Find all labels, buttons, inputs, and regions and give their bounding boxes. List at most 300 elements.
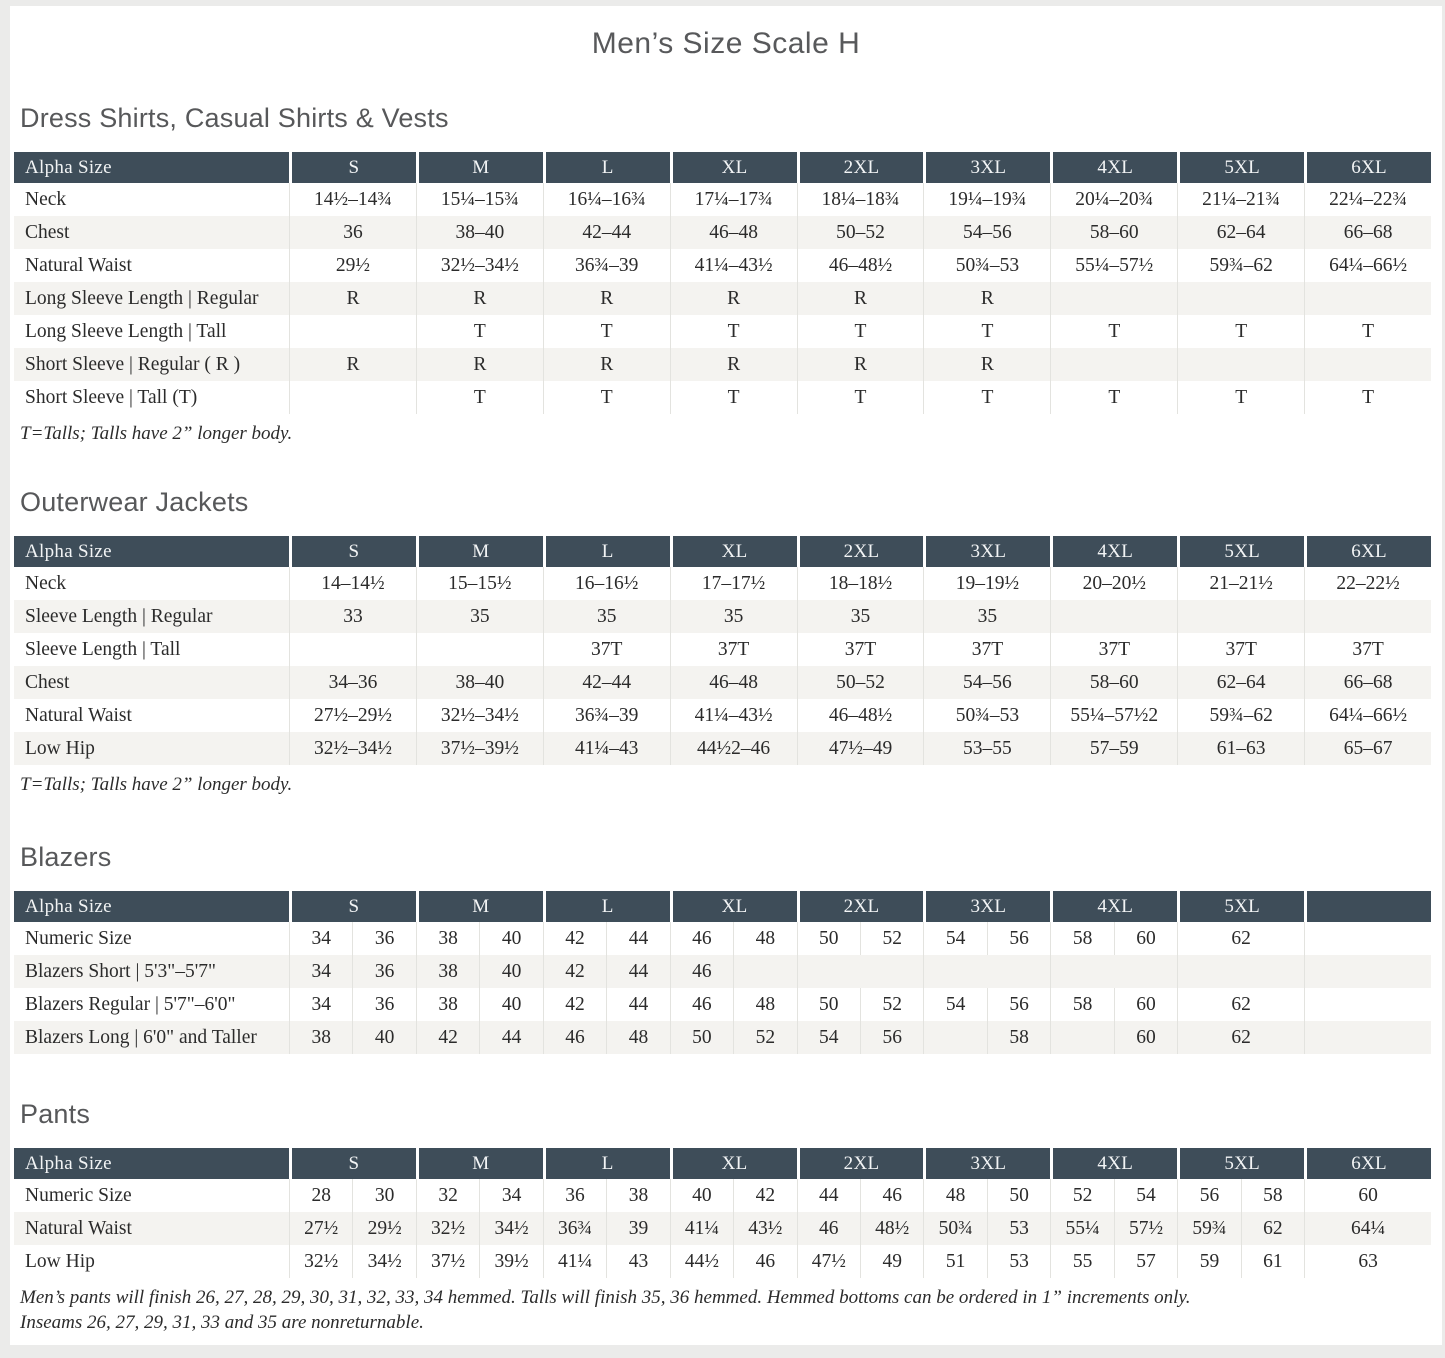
- size-subcell: 59¾: [1192, 1217, 1227, 1239]
- size-cell: 18–18½: [797, 567, 924, 600]
- size-cell: [797, 1212, 924, 1245]
- size-subcell: 44: [479, 1021, 542, 1054]
- table-row: [14, 600, 1431, 633]
- section-outerwear-jackets: [10, 486, 1442, 797]
- col-header: 3XL: [923, 1148, 1050, 1179]
- row-label: Long Sleeve Length | Regular: [25, 287, 259, 309]
- table-row: [14, 381, 1431, 414]
- size-cell: [670, 1179, 797, 1212]
- corner-header: Alpha Size: [14, 536, 289, 567]
- size-cell: 19¼–19¾: [923, 183, 1050, 216]
- size-cell: 37½–39½: [416, 732, 543, 765]
- size-subcell: 44: [819, 1184, 839, 1206]
- size-cell: T: [1304, 381, 1431, 414]
- table-header-row: [14, 1148, 1431, 1179]
- size-subcell: 34: [479, 1179, 542, 1212]
- size-subcell: 40: [479, 988, 542, 1021]
- col-header: XL: [670, 1148, 797, 1179]
- row-label: Sleeve Length | Regular: [25, 605, 213, 627]
- size-subcell: 36¾: [557, 1217, 593, 1239]
- col-header: XL: [670, 891, 797, 922]
- table-row: [14, 1021, 1431, 1054]
- size-cell: [670, 1212, 797, 1245]
- size-cell: 35: [416, 600, 543, 633]
- size-cell: [289, 1021, 416, 1054]
- size-cell: [289, 955, 416, 988]
- col-header: M: [416, 891, 543, 922]
- row-label: Blazers Regular | 5'7"–6'0": [25, 993, 236, 1015]
- size-cell: 62: [1177, 988, 1304, 1021]
- size-cell: [289, 988, 416, 1021]
- row-label: Neck: [25, 572, 67, 594]
- size-cell: 50¾–53: [923, 249, 1050, 282]
- table-row: [14, 249, 1431, 282]
- size-cell: 41¼–43: [543, 732, 670, 765]
- size-subcell: 50: [692, 1026, 712, 1048]
- size-cell: [923, 988, 1050, 1021]
- table-header-row: [14, 536, 1431, 567]
- size-cell: [1050, 600, 1177, 633]
- row-label: Numeric Size: [25, 927, 132, 949]
- size-subcell: 29½: [352, 1212, 415, 1245]
- size-subcell: 60: [1114, 1021, 1177, 1054]
- dress-shirts-footnote: T=Talls; Talls have 2” longer body.: [20, 423, 293, 444]
- table-row: [14, 666, 1431, 699]
- size-cell: [1177, 1245, 1304, 1278]
- row-label: Low Hip: [25, 1250, 95, 1272]
- size-subcell: 50: [819, 993, 839, 1015]
- row-label: Low Hip: [25, 737, 95, 759]
- size-subcell: 28: [311, 1184, 331, 1206]
- size-cell: T: [797, 381, 924, 414]
- size-subcell: 61: [1241, 1245, 1304, 1278]
- size-subcell: 38: [438, 960, 458, 982]
- size-subcell: [1051, 1021, 1113, 1054]
- size-cell: [797, 922, 924, 955]
- size-cell: 21–21½: [1177, 567, 1304, 600]
- table-row: [14, 922, 1431, 955]
- size-cell: 36: [289, 216, 416, 249]
- size-cell: [543, 922, 670, 955]
- size-cell: [670, 922, 797, 955]
- size-cell: 53–55: [923, 732, 1050, 765]
- size-subcell: 32½: [304, 1250, 339, 1272]
- size-cell: 42–44: [543, 666, 670, 699]
- size-cell: [416, 922, 543, 955]
- size-cell: 62: [1177, 1021, 1304, 1054]
- size-subcell: 43½: [733, 1212, 796, 1245]
- size-cell: [923, 1245, 1050, 1278]
- size-subcell: 44: [606, 988, 669, 1021]
- size-cell: 50–52: [797, 666, 924, 699]
- size-cell: [1177, 1212, 1304, 1245]
- size-cell: R: [923, 348, 1050, 381]
- size-cell: [543, 1212, 670, 1245]
- size-cell: R: [543, 348, 670, 381]
- pants-table: [14, 1148, 1431, 1278]
- size-subcell: 44: [606, 922, 669, 955]
- size-subcell: 39½: [479, 1245, 542, 1278]
- size-cell: 37T: [1177, 633, 1304, 666]
- size-subcell: 34: [311, 993, 331, 1015]
- size-cell: [289, 1212, 416, 1245]
- table-row: [14, 1245, 1431, 1278]
- table-row: [14, 216, 1431, 249]
- size-subcell: 56: [987, 988, 1050, 1021]
- size-subcell: 60: [1114, 922, 1177, 955]
- size-cell: 63: [1304, 1245, 1431, 1278]
- size-cell: [543, 955, 670, 988]
- size-cell: [1304, 922, 1431, 955]
- size-subcell: 36: [352, 955, 415, 988]
- size-cell: [1050, 1021, 1177, 1054]
- col-header: 5XL: [1177, 1148, 1304, 1179]
- size-cell: 64¼: [1304, 1212, 1431, 1245]
- size-subcell: 38: [311, 1026, 331, 1048]
- size-cell: 32½–34½: [416, 249, 543, 282]
- size-subcell: 32½: [431, 1217, 466, 1239]
- size-cell: 59¾–62: [1177, 249, 1304, 282]
- size-cell: [797, 1245, 924, 1278]
- table-row: [14, 315, 1431, 348]
- col-header: 2XL: [797, 1148, 924, 1179]
- corner-header: Alpha Size: [14, 152, 289, 183]
- size-cell: 37T: [797, 633, 924, 666]
- size-cell: R: [923, 282, 1050, 315]
- size-cell: 46–48½: [797, 249, 924, 282]
- size-cell: 58–60: [1050, 216, 1177, 249]
- table-row: [14, 183, 1431, 216]
- size-cell: [543, 988, 670, 1021]
- size-subcell: 34½: [352, 1245, 415, 1278]
- size-cell: R: [670, 282, 797, 315]
- size-subcell: 46: [860, 1179, 923, 1212]
- size-cell: R: [797, 282, 924, 315]
- size-cell: [1304, 282, 1431, 315]
- size-subcell: 40: [479, 922, 542, 955]
- size-cell: [1177, 282, 1304, 315]
- size-subcell: 42: [438, 1026, 458, 1048]
- size-cell: [923, 1179, 1050, 1212]
- size-cell: T: [416, 315, 543, 348]
- size-cell: 37T: [923, 633, 1050, 666]
- col-header: 4XL: [1050, 891, 1177, 922]
- size-cell: [1050, 922, 1177, 955]
- size-cell: 15–15½: [416, 567, 543, 600]
- size-cell: [1177, 348, 1304, 381]
- size-cell: R: [797, 348, 924, 381]
- size-cell: T: [797, 315, 924, 348]
- size-cell: 60: [1304, 1179, 1431, 1212]
- size-cell: [1304, 955, 1431, 988]
- size-cell: 15¼–15¾: [416, 183, 543, 216]
- size-cell: [797, 955, 924, 988]
- size-subcell: 38: [438, 993, 458, 1015]
- size-subcell: [924, 1021, 986, 1054]
- col-header: 6XL: [1304, 536, 1431, 567]
- size-cell: [416, 955, 543, 988]
- size-subcell: 50¾: [938, 1217, 973, 1239]
- size-subcell: 53: [987, 1245, 1050, 1278]
- size-cell: 20–20½: [1050, 567, 1177, 600]
- size-cell: 35: [543, 600, 670, 633]
- col-header: 6XL: [1304, 1148, 1431, 1179]
- row-label: Natural Waist: [25, 704, 132, 726]
- size-subcell: 30: [352, 1179, 415, 1212]
- outerwear-footnote: T=Talls; Talls have 2” longer body.: [20, 774, 293, 795]
- row-label: Neck: [25, 188, 67, 210]
- size-cell: [1050, 955, 1177, 988]
- table-header-row: [14, 152, 1431, 183]
- size-subcell: 42: [565, 960, 585, 982]
- size-cell: 18¼–18¾: [797, 183, 924, 216]
- size-cell: [1050, 348, 1177, 381]
- table-row: [14, 348, 1431, 381]
- size-subcell: 40: [352, 1021, 415, 1054]
- col-header: 4XL: [1050, 152, 1177, 183]
- col-header: S: [289, 1148, 416, 1179]
- size-cell: R: [416, 282, 543, 315]
- size-subcell: 52: [733, 1021, 796, 1054]
- size-subcell: 54: [819, 1026, 839, 1048]
- size-subcell: 27½: [304, 1217, 339, 1239]
- size-cell: [416, 1212, 543, 1245]
- col-header: S: [289, 891, 416, 922]
- size-subcell: 53: [987, 1212, 1050, 1245]
- size-cell: 27½–29½: [289, 699, 416, 732]
- col-header: M: [416, 1148, 543, 1179]
- row-label: Short Sleeve | Regular ( R ): [25, 353, 241, 375]
- size-cell: 14–14½: [289, 567, 416, 600]
- col-header: 5XL: [1177, 152, 1304, 183]
- size-cell: 35: [923, 600, 1050, 633]
- col-header: L: [543, 152, 670, 183]
- col-header: 2XL: [797, 152, 924, 183]
- size-subcell: 46: [692, 927, 712, 949]
- size-subcell: 48: [733, 922, 796, 955]
- dress-shirts-table: [14, 152, 1431, 414]
- size-cell: 66–68: [1304, 666, 1431, 699]
- table-row: [14, 732, 1431, 765]
- size-cell: 59¾–62: [1177, 699, 1304, 732]
- size-subcell: 37½: [431, 1250, 466, 1272]
- size-subcell: 58: [1241, 1179, 1304, 1212]
- size-cell: R: [416, 348, 543, 381]
- size-subcell: 34½: [479, 1212, 542, 1245]
- blazers-table: [14, 891, 1431, 1054]
- row-label: Chest: [25, 671, 70, 693]
- size-cell: [923, 1212, 1050, 1245]
- size-subcell: 57: [1114, 1245, 1177, 1278]
- size-cell: 46–48: [670, 666, 797, 699]
- size-subcell: 42: [565, 993, 585, 1015]
- size-cell: 22–22½: [1304, 567, 1431, 600]
- size-cell: 37T: [1304, 633, 1431, 666]
- size-subcell: 43: [606, 1245, 669, 1278]
- size-cell: [670, 955, 797, 988]
- size-cell: [416, 633, 543, 666]
- size-cell: 36¾–39: [543, 249, 670, 282]
- size-cell: [289, 633, 416, 666]
- table-row: [14, 699, 1431, 732]
- size-cell: [1177, 1179, 1304, 1212]
- page-title: Men’s Size Scale H: [591, 27, 861, 60]
- size-cell: 17–17½: [670, 567, 797, 600]
- size-cell: 32½–34½: [416, 699, 543, 732]
- size-cell: [1177, 600, 1304, 633]
- size-cell: [670, 988, 797, 1021]
- size-subcell: 57½: [1114, 1212, 1177, 1245]
- size-subcell: 46: [565, 1026, 585, 1048]
- col-header: S: [289, 152, 416, 183]
- size-subcell: 62: [1241, 1212, 1304, 1245]
- size-cell: 46–48½: [797, 699, 924, 732]
- size-cell: [289, 922, 416, 955]
- col-header: 2XL: [797, 891, 924, 922]
- size-subcell: 38: [438, 927, 458, 949]
- document-page: [10, 6, 1442, 1345]
- size-subcell: 32: [438, 1184, 458, 1206]
- size-subcell: 41¼: [684, 1217, 719, 1239]
- size-cell: R: [289, 282, 416, 315]
- row-label: Chest: [25, 221, 70, 243]
- col-header: L: [543, 536, 670, 567]
- section-heading-dress-shirts: Dress Shirts, Casual Shirts & Vests: [20, 103, 449, 133]
- table-row: [14, 633, 1431, 666]
- table-header-row: [14, 891, 1431, 922]
- size-subcell: 36: [352, 922, 415, 955]
- size-cell: 35: [670, 600, 797, 633]
- row-label: Natural Waist: [25, 1217, 132, 1239]
- size-cell: [1050, 1245, 1177, 1278]
- size-cell: [416, 988, 543, 1021]
- size-subcell: 49: [860, 1245, 923, 1278]
- size-cell: [923, 955, 1050, 988]
- col-header: 2XL: [797, 536, 924, 567]
- size-cell: 20¼–20¾: [1050, 183, 1177, 216]
- size-cell: T: [1304, 315, 1431, 348]
- size-cell: [416, 1179, 543, 1212]
- table-row: [14, 988, 1431, 1021]
- size-subcell: 34: [311, 927, 331, 949]
- size-subcell: 56: [987, 922, 1050, 955]
- row-label: Numeric Size: [25, 1184, 132, 1206]
- row-label: Blazers Long | 6'0" and Taller: [25, 1026, 257, 1048]
- size-cell: 64¼–66½: [1304, 249, 1431, 282]
- size-cell: T: [923, 381, 1050, 414]
- row-label: Long Sleeve Length | Tall: [25, 320, 227, 342]
- size-subcell: 36: [352, 988, 415, 1021]
- size-cell: [289, 381, 416, 414]
- corner-header: Alpha Size: [14, 891, 289, 922]
- size-cell: 66–68: [1304, 216, 1431, 249]
- size-cell: 44½2–46: [670, 732, 797, 765]
- size-subcell: 44: [606, 955, 669, 988]
- col-header: S: [289, 536, 416, 567]
- size-cell: 16¼–16¾: [543, 183, 670, 216]
- size-cell: [1050, 1179, 1177, 1212]
- size-cell: [1304, 348, 1431, 381]
- size-cell: 33: [289, 600, 416, 633]
- size-subcell: 46: [819, 1217, 839, 1239]
- pants-footnote-line-1: Men’s pants will finish 26, 27, 28, 29, 30, 31, 32, 33, 34 hemmed. Talls will finish 35, 36 hemmed. Hemmed bottoms can be ordered in 1” increments only.: [20, 1287, 1191, 1308]
- col-header: 4XL: [1050, 1148, 1177, 1179]
- size-cell: [1177, 955, 1304, 988]
- size-cell: [797, 1021, 924, 1054]
- size-cell: 61–63: [1177, 732, 1304, 765]
- section-heading-pants: Pants: [20, 1099, 91, 1129]
- size-cell: [1050, 988, 1177, 1021]
- col-header: L: [543, 1148, 670, 1179]
- col-header: M: [416, 536, 543, 567]
- size-cell: [416, 1021, 543, 1054]
- size-subcell: 52: [860, 922, 923, 955]
- table-row: [14, 955, 1431, 988]
- size-cell: 22¼–22¾: [1304, 183, 1431, 216]
- size-cell: [289, 315, 416, 348]
- size-cell: [543, 1021, 670, 1054]
- size-cell: 62: [1177, 922, 1304, 955]
- size-subcell: 52: [860, 988, 923, 1021]
- size-cell: [923, 922, 1050, 955]
- size-subcell: 47½: [811, 1250, 846, 1272]
- size-subcell: 48: [945, 1184, 966, 1206]
- size-cell: 54–56: [923, 216, 1050, 249]
- size-subcell: 54: [945, 993, 966, 1015]
- size-subcell: 52: [1072, 1184, 1093, 1206]
- size-cell: [797, 1179, 924, 1212]
- table-row: [14, 1179, 1431, 1212]
- size-cell: 62–64: [1177, 666, 1304, 699]
- size-cell: 54–56: [923, 666, 1050, 699]
- size-cell: T: [543, 381, 670, 414]
- size-cell: 64¼–66½: [1304, 699, 1431, 732]
- size-cell: [670, 1021, 797, 1054]
- size-subcell: 55¼: [1065, 1217, 1100, 1239]
- size-subcell: 38: [606, 1179, 669, 1212]
- size-cell: [797, 988, 924, 1021]
- size-subcell: 40: [479, 955, 542, 988]
- size-subcell: 36: [565, 1184, 585, 1206]
- table-row: [14, 1212, 1431, 1245]
- row-label: Natural Waist: [25, 254, 132, 276]
- size-cell: [1050, 1212, 1177, 1245]
- row-label: Sleeve Length | Tall: [25, 638, 181, 660]
- size-cell: 16–16½: [543, 567, 670, 600]
- size-cell: [416, 1245, 543, 1278]
- size-cell: 17¼–17¾: [670, 183, 797, 216]
- row-label: Blazers Short | 5'3"–5'7": [25, 960, 216, 982]
- table-row: [14, 567, 1431, 600]
- size-cell: 50¾–53: [923, 699, 1050, 732]
- size-cell: T: [923, 315, 1050, 348]
- section-heading-blazers: Blazers: [20, 842, 112, 872]
- size-cell: 37T: [543, 633, 670, 666]
- size-subcell: 42: [733, 1179, 796, 1212]
- size-cell: 32½–34½: [289, 732, 416, 765]
- size-subcell: 51: [945, 1250, 966, 1272]
- size-cell: 21¼–21¾: [1177, 183, 1304, 216]
- col-header: 3XL: [923, 152, 1050, 183]
- size-subcell: 54: [945, 927, 966, 949]
- size-cell: 19–19½: [923, 567, 1050, 600]
- size-cell: 50–52: [797, 216, 924, 249]
- col-header: 5XL: [1177, 891, 1304, 922]
- size-cell: 55¼–57½2: [1050, 699, 1177, 732]
- col-header: 4XL: [1050, 536, 1177, 567]
- size-cell: 35: [797, 600, 924, 633]
- size-subcell: [733, 955, 796, 988]
